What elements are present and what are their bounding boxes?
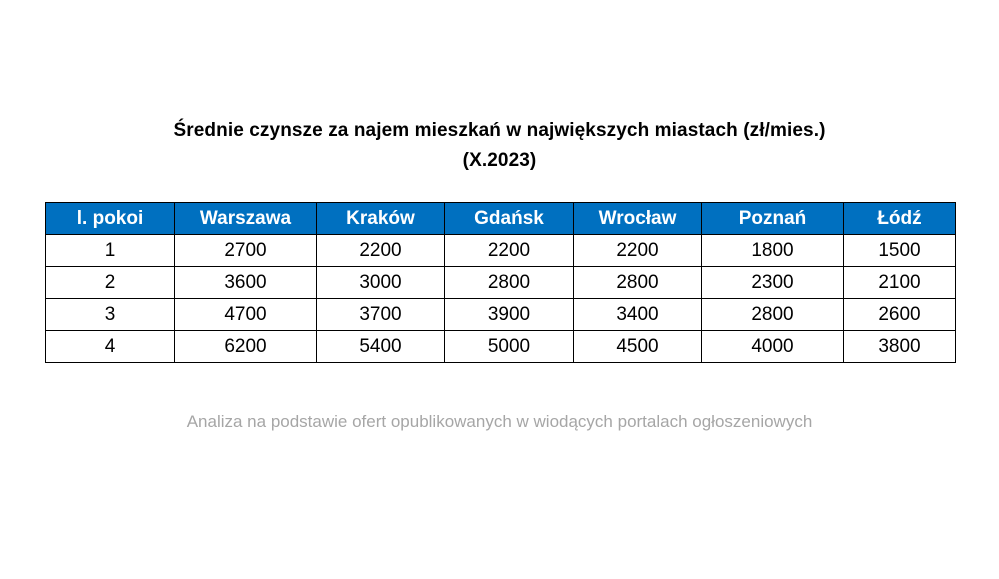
table-cell: 3000 [317,267,445,299]
header-rooms: l. pokoi [46,203,175,235]
table-cell: 4500 [574,331,702,363]
table-cell: 1800 [702,235,844,267]
table-cell: 3 [46,299,175,331]
table-row [46,235,956,267]
table-cell: 2200 [317,235,445,267]
table-cell: 6200 [175,331,317,363]
header-warszawa: Warszawa [175,203,317,235]
table-cell: 3900 [445,299,574,331]
header-poznan: Poznań [702,203,844,235]
table-cell: 5000 [445,331,574,363]
table-row [46,331,956,363]
table-cell: 3800 [844,331,956,363]
table-cell: 2200 [445,235,574,267]
header-gdansk: Gdańsk [445,203,574,235]
table-cell: 3600 [175,267,317,299]
source-footnote: Analiza na podstawie ofert opublikowanych w wiodących portalach ogłoszeniowych [186,412,813,431]
table-cell: 2800 [702,299,844,331]
table-cell: 2800 [445,267,574,299]
table-cell: 2200 [574,235,702,267]
table-cell: 2800 [574,267,702,299]
rent-table [45,202,956,363]
table-cell: 5400 [317,331,445,363]
table-row [46,267,956,299]
table-cell: 2 [46,267,175,299]
table-cell: 2700 [175,235,317,267]
table-cell: 3400 [574,299,702,331]
header-row [46,203,956,235]
table-title [0,116,999,176]
table-cell: 2600 [844,299,956,331]
table-cell: 2100 [844,267,956,299]
title-line-1: Średnie czynsze za najem mieszkań w największych miastach (zł/mies.) [173,120,826,141]
table-cell: 4 [46,331,175,363]
table-cell: 1 [46,235,175,267]
table-cell: 2300 [702,267,844,299]
header-wroclaw: Wrocław [574,203,702,235]
header-lodz: Łódź [844,203,956,235]
table-row [46,299,956,331]
header-krakow: Kraków [317,203,445,235]
table-cell: 4000 [702,331,844,363]
table-cell: 4700 [175,299,317,331]
table-cell: 1500 [844,235,956,267]
title-line-2: (X.2023) [462,150,537,171]
table-cell: 3700 [317,299,445,331]
